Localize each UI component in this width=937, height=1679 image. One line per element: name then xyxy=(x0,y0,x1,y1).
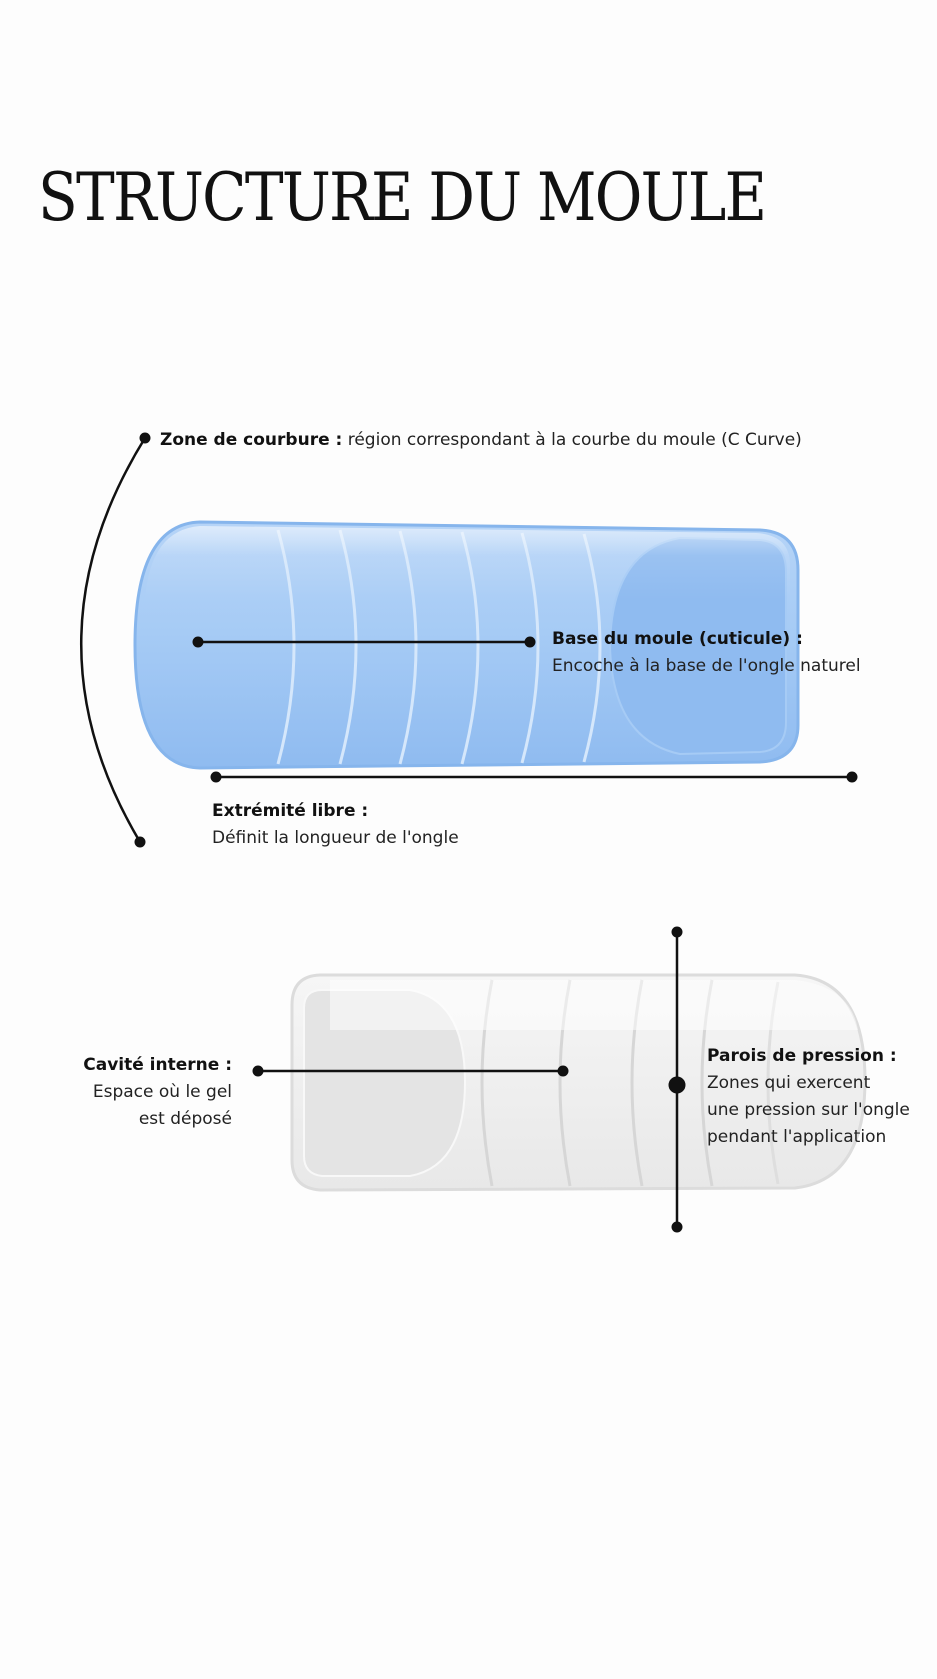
page-title: STRUCTURE DU MOULE xyxy=(38,159,766,236)
blue-mold-shine xyxy=(145,526,790,600)
curvature-heading: Zone de courbure : xyxy=(160,430,343,450)
base-label xyxy=(552,626,861,680)
cavity-text-line-2: est déposé xyxy=(138,1109,232,1129)
curvature-text: région correspondant à la courbe du moule (C Curve) xyxy=(347,430,802,450)
pressure-dot-top xyxy=(672,927,682,937)
pressure-heading: Parois de pression : xyxy=(707,1046,897,1066)
cavity-label xyxy=(83,1052,232,1133)
curvature-dot-bottom xyxy=(135,837,145,847)
pressure-text-line-2: une pression sur l'ongle xyxy=(707,1100,910,1120)
base-dot-right xyxy=(525,637,535,647)
clear-mold-shine xyxy=(330,980,858,1030)
cavity-dot-left xyxy=(253,1066,263,1076)
pressure-text-line-1: Zones qui exercent xyxy=(707,1073,871,1093)
base-heading: Base du moule (cuticule) : xyxy=(552,629,803,649)
pressure-label xyxy=(707,1043,910,1151)
free-edge-text: Définit la longueur de l'ongle xyxy=(212,828,459,848)
base-text: Encoche à la base de l'ongle naturel xyxy=(552,656,861,676)
cavity-heading: Cavité interne : xyxy=(83,1055,232,1075)
free-edge-dot-right xyxy=(847,772,857,782)
pressure-text-line-3: pendant l'application xyxy=(707,1127,887,1147)
cavity-text-line-1: Espace où le gel xyxy=(92,1082,232,1102)
cavity-dot-right xyxy=(558,1066,568,1076)
free-edge-heading: Extrémité libre : xyxy=(212,801,369,821)
base-dot-left xyxy=(193,637,203,647)
curvature-dot-top xyxy=(140,433,150,443)
curvature-label xyxy=(160,427,802,454)
free-edge-label xyxy=(212,798,459,852)
pressure-dot-center xyxy=(669,1077,685,1093)
free-edge-dot-left xyxy=(211,772,221,782)
pressure-dot-bottom xyxy=(672,1222,682,1232)
